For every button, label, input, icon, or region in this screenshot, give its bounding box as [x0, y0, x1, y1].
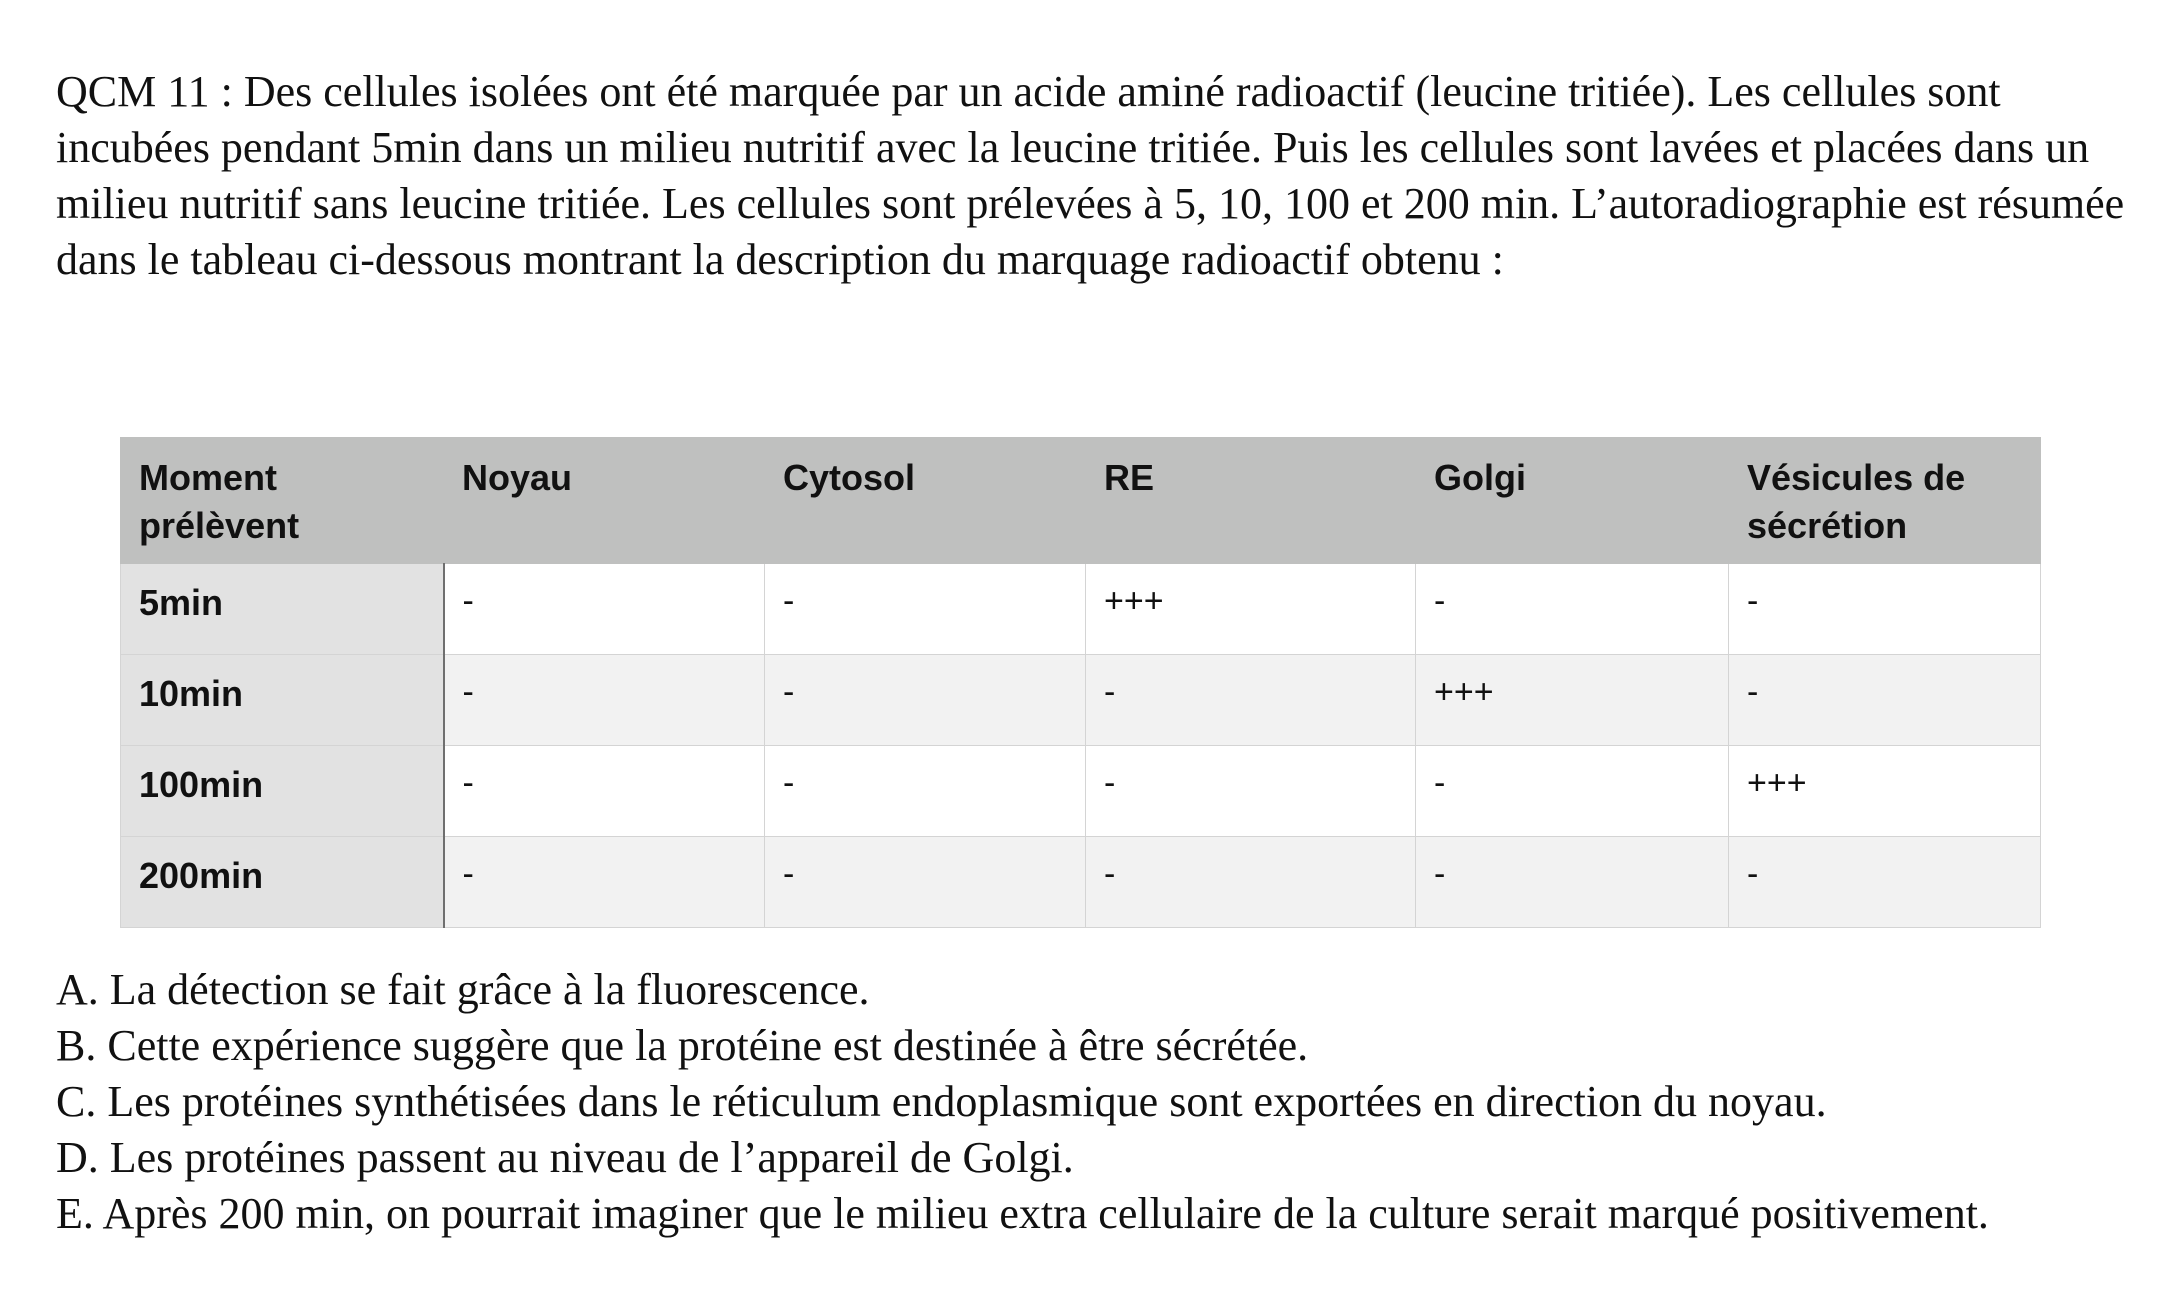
row-time: 200min — [121, 837, 444, 928]
cell-golgi: +++ — [1416, 655, 1729, 746]
cell-re: - — [1086, 746, 1416, 837]
cell-golgi: - — [1416, 564, 1729, 655]
table-header-row — [121, 438, 2041, 564]
table-row — [121, 564, 2041, 655]
cell-golgi: - — [1416, 746, 1729, 837]
answer-b: B. Cette expérience suggère que la protéine est destinée à être sécrétée. — [56, 1021, 1309, 1070]
cell-noyau: - — [444, 837, 765, 928]
cell-cytosol: - — [765, 837, 1086, 928]
cell-cytosol: - — [765, 655, 1086, 746]
cell-vesicules: - — [1729, 655, 2041, 746]
answer-d: D. Les protéines passent au niveau de l’appareil de Golgi. — [56, 1133, 1074, 1182]
header-moment: Moment prélèvent — [121, 438, 444, 564]
cell-re: +++ — [1086, 564, 1416, 655]
results-table — [120, 437, 2041, 928]
row-time: 5min — [121, 564, 444, 655]
cell-cytosol: - — [765, 746, 1086, 837]
row-time: 100min — [121, 746, 444, 837]
answer-a: A. La détection se fait grâce à la fluorescence. — [56, 965, 870, 1014]
cell-vesicules: - — [1729, 564, 2041, 655]
cell-cytosol: - — [765, 564, 1086, 655]
table-row — [121, 655, 2041, 746]
cell-re: - — [1086, 655, 1416, 746]
header-golgi: Golgi — [1416, 438, 1729, 564]
header-noyau: Noyau — [444, 438, 765, 564]
answer-c: C. Les protéines synthétisées dans le réticulum endoplasmique sont exportées en direction du noyau. — [56, 1077, 1827, 1126]
header-re: RE — [1086, 438, 1416, 564]
cell-noyau: - — [444, 746, 765, 837]
cell-noyau: - — [444, 564, 765, 655]
cell-vesicules: - — [1729, 837, 2041, 928]
header-cytosol: Cytosol — [765, 438, 1086, 564]
cell-golgi: - — [1416, 837, 1729, 928]
cell-vesicules: +++ — [1729, 746, 2041, 837]
answer-list — [56, 962, 2136, 1242]
cell-re: - — [1086, 837, 1416, 928]
row-time: 10min — [121, 655, 444, 746]
header-vesicules: Vésicules de sécrétion — [1729, 438, 2041, 564]
table-row — [121, 837, 2041, 928]
cell-noyau: - — [444, 655, 765, 746]
question-text: QCM 11 : Des cellules isolées ont été marquée par un acide aminé radioactif (leucine tritiée). Les cellules sont incubées pendant 5min dans un milieu nutritif avec la leucine tritiée. Puis les cellules sont lavées et placées dans un milieu nutritif sans leucine tritiée. Les cellules sont prélevées à 5, 10, 100 et 200 min. L’autoradiographie est résumée dans le tableau ci-dessous montrant la description du marquage radioactif obtenu : — [56, 67, 2125, 284]
answer-e: E. Après 200 min, on pourrait imaginer que le milieu extra cellulaire de la culture serait marqué positivement. — [56, 1189, 1989, 1238]
table-row — [121, 746, 2041, 837]
